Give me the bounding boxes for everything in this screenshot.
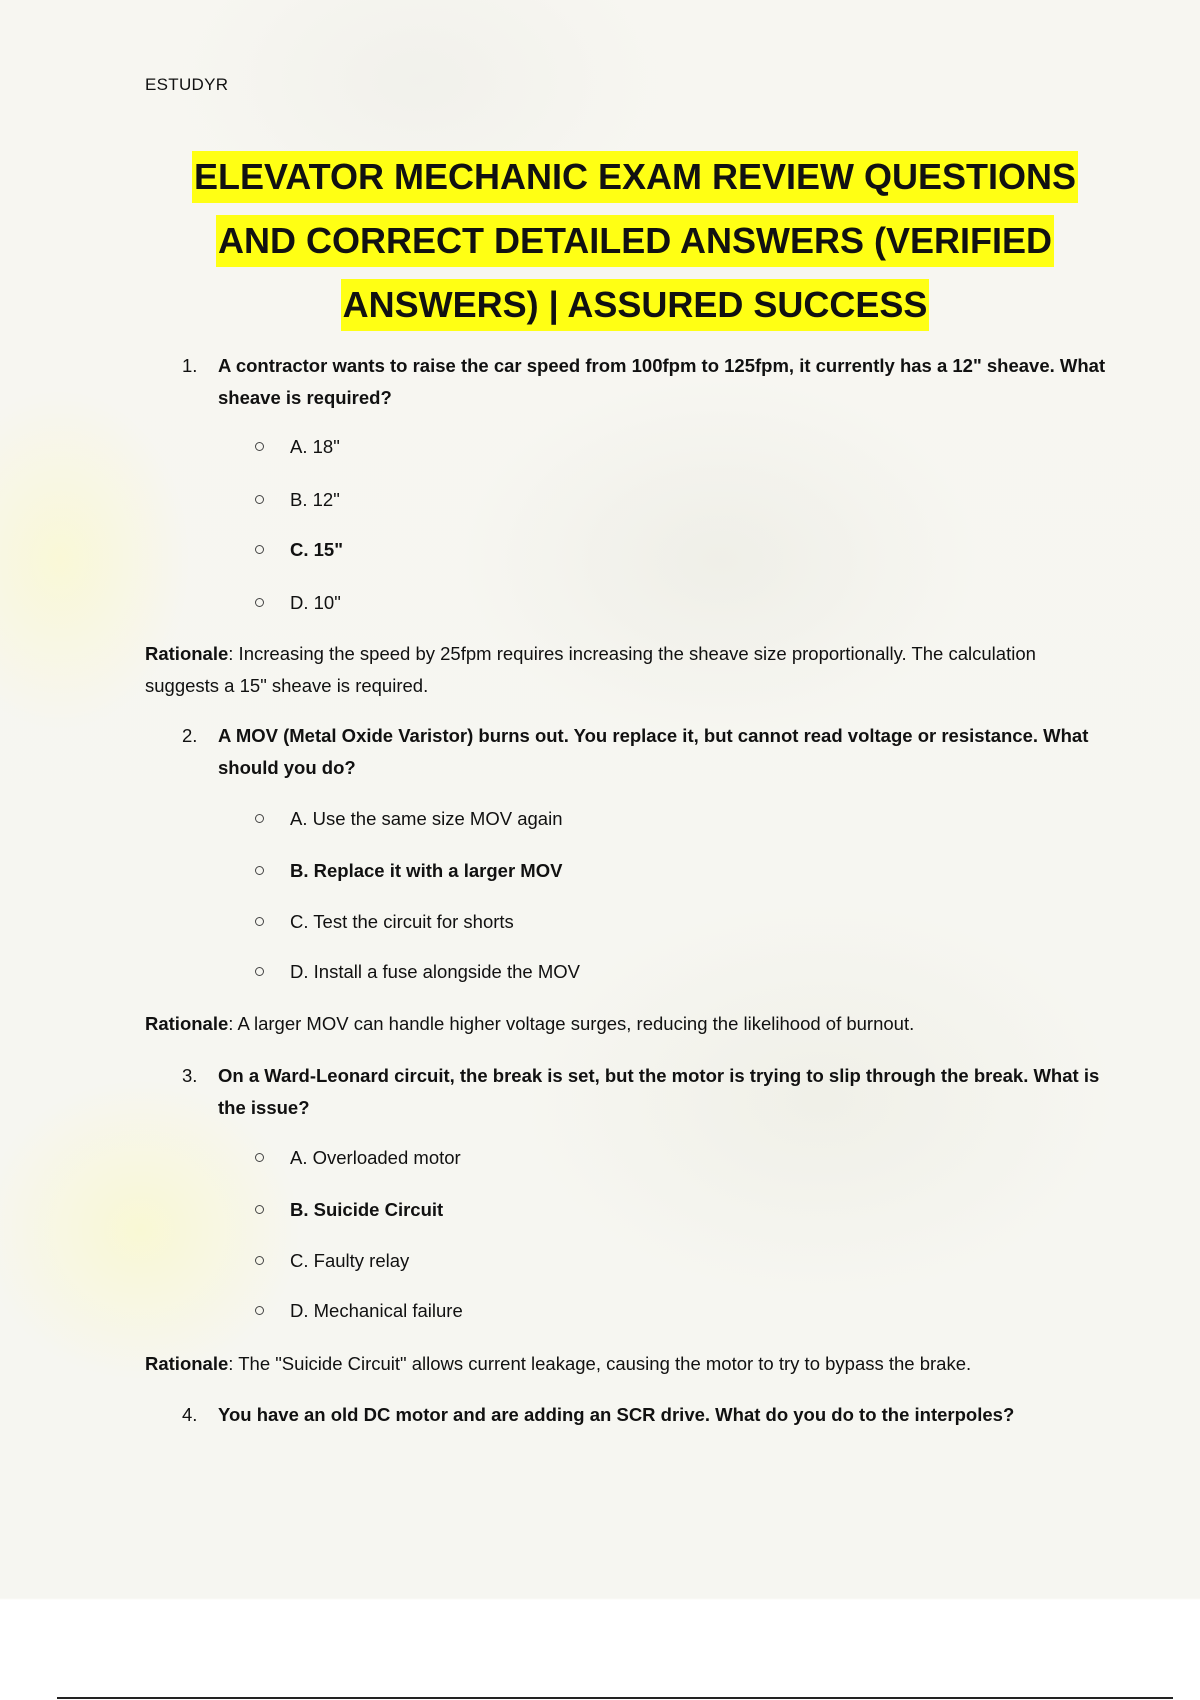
title-line-1: ELEVATOR MECHANIC EXAM REVIEW QUESTIONS <box>192 151 1078 203</box>
option-label: A. 18" <box>290 436 340 457</box>
radio-circle-icon <box>255 545 264 554</box>
question-text: You have an old DC motor and are adding an SCR drive. What do you do to the interpoles? <box>218 1404 1015 1425</box>
rationale-label: Rationale <box>145 1013 229 1034</box>
question-1 <box>182 350 1112 414</box>
question-4 <box>182 1399 1112 1431</box>
question-number: 2. <box>182 725 198 746</box>
question-number: 4. <box>182 1404 198 1425</box>
radio-circle-icon <box>255 598 264 607</box>
option-label: A. Overloaded motor <box>290 1147 461 1168</box>
question-1-option-a[interactable] <box>255 434 340 460</box>
rationale-label: Rationale <box>145 1353 229 1374</box>
option-label: B. Suicide Circuit <box>290 1199 444 1220</box>
radio-circle-icon <box>255 495 264 504</box>
question-number: 1. <box>182 355 198 376</box>
title-line-2: AND CORRECT DETAILED ANSWERS (VERIFIED <box>216 215 1054 267</box>
radio-circle-icon <box>255 442 264 451</box>
question-3-option-c[interactable] <box>255 1248 409 1274</box>
header-brand: ESTUDYR <box>145 75 229 94</box>
question-2-rationale <box>145 1008 1105 1040</box>
question-2-option-c[interactable] <box>255 909 514 935</box>
option-label: C. 15" <box>290 539 343 560</box>
question-2-option-d[interactable] <box>255 959 580 985</box>
question-text: On a Ward-Leonard circuit, the break is set, but the motor is trying to slip through the break. What is the issue? <box>218 1065 1100 1118</box>
question-1-option-d[interactable] <box>255 590 341 616</box>
option-label: B. 12" <box>290 489 340 510</box>
radio-circle-icon <box>255 1256 264 1265</box>
option-label: D. Mechanical failure <box>290 1300 463 1321</box>
footer-divider <box>57 1697 1173 1699</box>
radio-circle-icon <box>255 967 264 976</box>
rationale-label: Rationale <box>145 643 229 664</box>
radio-circle-icon <box>255 866 264 875</box>
rationale-text: : Increasing the speed by 25fpm requires increasing the sheave size proportionally. The calculation suggests a 15" sheave is required. <box>145 643 1036 696</box>
option-label: D. Install a fuse alongside the MOV <box>290 961 580 982</box>
radio-circle-icon <box>255 1153 264 1162</box>
question-3 <box>182 1060 1112 1124</box>
question-3-option-d[interactable] <box>255 1298 463 1324</box>
option-label: C. Faulty relay <box>290 1250 410 1271</box>
question-1-option-b[interactable] <box>255 487 340 513</box>
question-1-rationale <box>145 638 1105 702</box>
radio-circle-icon <box>255 917 264 926</box>
question-3-rationale <box>145 1348 1105 1380</box>
radio-circle-icon <box>255 1306 264 1315</box>
question-text: A MOV (Metal Oxide Varistor) burns out. You replace it, but cannot read voltage or resistance. What should you do? <box>218 725 1089 778</box>
question-2-option-a[interactable] <box>255 806 562 832</box>
option-label: D. 10" <box>290 592 341 613</box>
title-line-3: ANSWERS) | ASSURED SUCCESS <box>341 279 930 331</box>
rationale-text: : The "Suicide Circuit" allows current leakage, causing the motor to try to bypass the brake. <box>228 1353 972 1374</box>
question-3-option-a[interactable] <box>255 1145 461 1171</box>
option-label: C. Test the circuit for shorts <box>290 911 514 932</box>
radio-circle-icon <box>255 1205 264 1214</box>
document-title <box>100 145 1170 337</box>
question-2 <box>182 720 1112 784</box>
radio-circle-icon <box>255 814 264 823</box>
question-2-option-b[interactable] <box>255 858 562 884</box>
question-3-option-b[interactable] <box>255 1197 443 1223</box>
question-number: 3. <box>182 1065 198 1086</box>
option-label: B. Replace it with a larger MOV <box>290 860 563 881</box>
rationale-text: : A larger MOV can handle higher voltage surges, reducing the likelihood of burnout. <box>228 1013 915 1034</box>
question-text: A contractor wants to raise the car speed from 100fpm to 125fpm, it currently has a 12" sheave. What sheave is required? <box>218 355 1106 408</box>
question-1-option-c[interactable] <box>255 537 343 563</box>
option-label: A. Use the same size MOV again <box>290 808 563 829</box>
